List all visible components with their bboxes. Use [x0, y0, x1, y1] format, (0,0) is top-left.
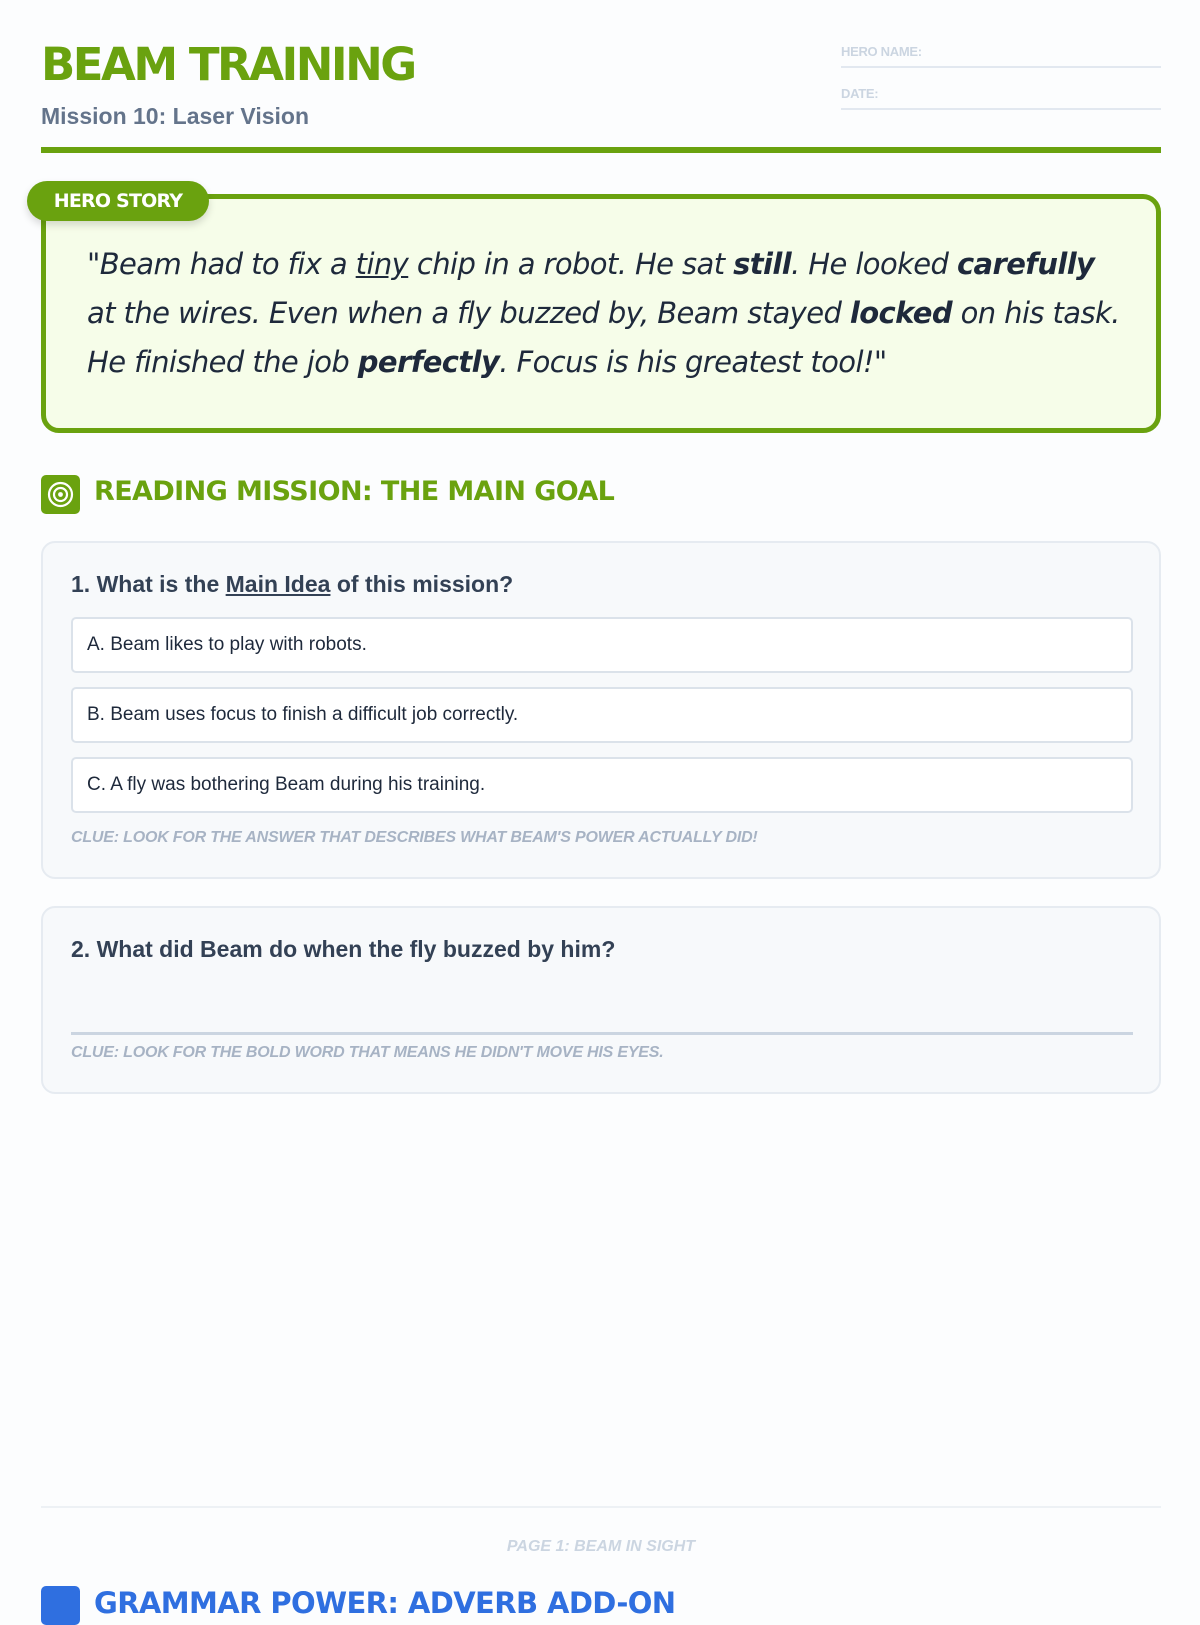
story-part: on his task. He finished the job: [87, 296, 1120, 379]
question-card-1: [41, 541, 1161, 879]
question-1-clue: CLUE: LOOK FOR THE ANSWER THAT DESCRIBES WHAT BEAM'S POWER ACTUALLY DID!: [71, 829, 758, 846]
hero-name-field[interactable]: [841, 40, 1161, 68]
story-keyword-still: still: [733, 247, 792, 281]
question-1-emphasis: Main Idea: [225, 571, 331, 597]
worksheet-page: [41, 0, 1161, 1620]
question-1-suffix: of this mission?: [330, 571, 514, 597]
question-card-2: [41, 906, 1161, 1094]
header-divider: [41, 147, 1161, 153]
answer-line[interactable]: [71, 1032, 1133, 1035]
story-part: at the wires. Even when a fly buzzed by, Beam stayed: [87, 296, 850, 330]
question-2-clue: CLUE: LOOK FOR THE BOLD WORD THAT MEANS HE DIDN'T MOVE HIS EYES.: [71, 1044, 664, 1061]
date-label: DATE:: [841, 86, 879, 101]
section-title: READING MISSION: THE MAIN GOAL: [94, 476, 615, 507]
story-text: [87, 240, 1127, 387]
answer-option-a[interactable]: A. Beam likes to play with robots.: [71, 617, 1133, 673]
target-icon: [41, 475, 80, 514]
question-1-text: [71, 571, 513, 598]
next-section-title: GRAMMAR POWER: ADVERB ADD-ON: [94, 1586, 676, 1620]
hero-name-label: HERO NAME:: [841, 44, 922, 59]
story-keyword-perfectly: perfectly: [357, 345, 500, 379]
story-keyword-locked: locked: [849, 296, 953, 330]
answer-option-b[interactable]: B. Beam uses focus to finish a difficult job correctly.: [71, 687, 1133, 743]
story-part: . He looked: [791, 247, 957, 281]
story-part: chip in a robot. He sat: [408, 247, 734, 281]
story-keyword-carefully: carefully: [956, 247, 1095, 281]
footer-divider: [41, 1506, 1161, 1508]
story-part: "Beam had to fix a: [87, 247, 356, 281]
question-1-prefix: 1. What is the: [71, 571, 226, 597]
question-2-text: 2. What did Beam do when the fly buzzed by him?: [71, 936, 616, 962]
story-part: . Focus is his greatest tool!": [499, 345, 887, 379]
page-label: PAGE 1: BEAM IN SIGHT: [506, 1538, 696, 1555]
page-title: BEAM TRAINING: [41, 38, 415, 91]
answer-option-c[interactable]: C. A fly was bothering Beam during his training.: [71, 757, 1133, 813]
story-keyword-tiny: tiny: [355, 247, 409, 281]
date-field[interactable]: [841, 82, 1161, 110]
page-subtitle: Mission 10: Laser Vision: [41, 103, 310, 129]
story-tab-label: HERO STORY: [27, 181, 209, 221]
lightning-icon: [41, 1586, 80, 1625]
